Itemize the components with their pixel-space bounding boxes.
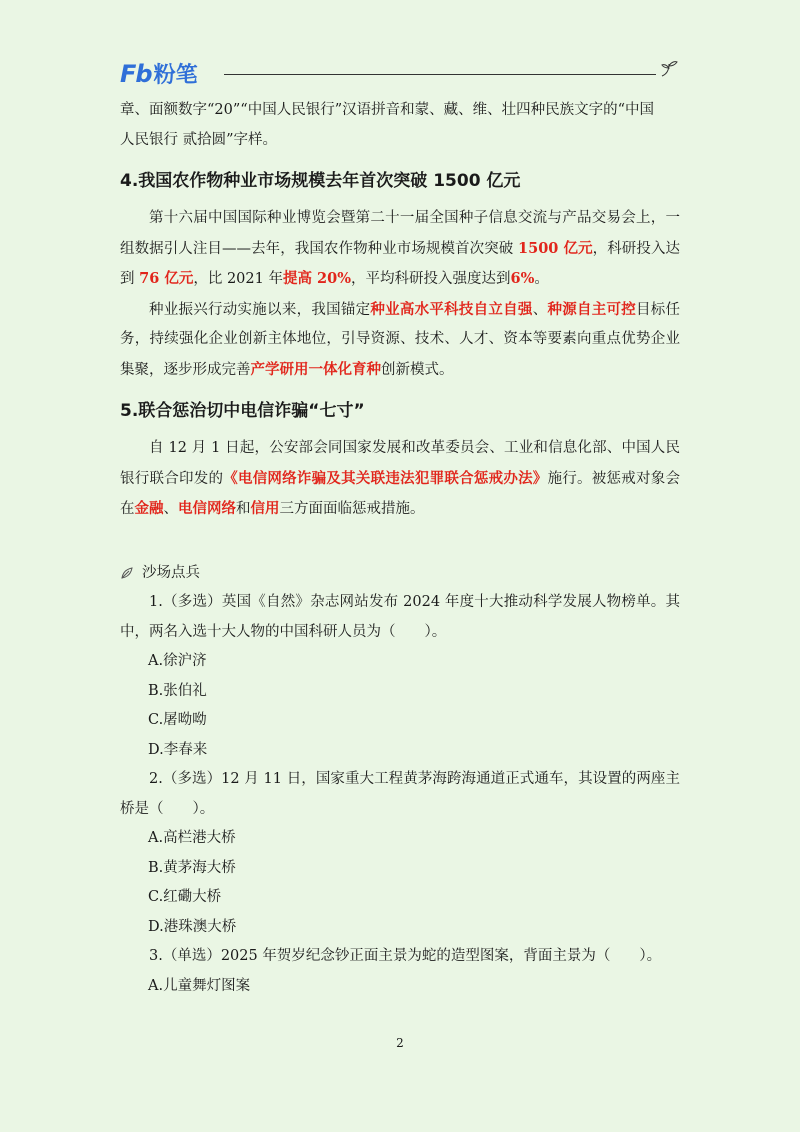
question-1: 1.（多选）英国《自然》杂志网站发布 2024 年度十大推动科学发展人物榜单。其中，两名入选十大人物的中国科研人员为（ ）。 [120,594,680,640]
q2-option-c: C.红磡大桥 [148,889,222,905]
logo-text: 粉笔 [153,63,198,88]
q1-option-c: C.屠呦呦 [148,712,207,728]
document-body [120,96,680,1001]
q2-option-d: D.港珠澳大桥 [148,918,237,935]
intro-line-2: 人民银行 贰拾圆”字样。 [120,131,278,148]
section-4-title: 4.我国农作物种业市场规模去年首次突破 1500 亿元 [120,171,521,191]
q1-option-b: B.张伯礼 [148,682,207,699]
practice-heading-text: 沙场点兵 [142,564,200,581]
question-2: 2.（多选）12 月 11 日，国家重大工程黄茅海跨海通道正式通车，其设置的两座主桥是（ ）。 [120,771,680,817]
sprout-icon [658,58,680,80]
q3-option-a: A.儿童舞灯图案 [148,977,251,994]
section-5-title: 5.联合惩治切中电信诈骗“七寸” [120,401,365,421]
q1-option-d: D.李春来 [148,741,208,758]
section-4-paragraph-2: 种业振兴行动实施以来，我国锚定种业高水平科技自立自强、种源自主可控目标任务，持续强化企业创新主体地位，引导资源、技术、人才、资本等要素向重点优势企业集聚，逐步形成完善产学研用一体化育种创新模式。 [120,300,681,378]
q2-option-b: B.黄茅海大桥 [148,859,236,876]
section-4-paragraph-1: 第十六届中国国际种业博览会暨第二十一届全国种子信息交流与产品交易会上，一组数据引人注目——去年，我国农作物种业市场规模首次突破 1500 亿元，科研投入达到 76 亿元，比 2021 年提高 20%，平均科研投入强度达到6%。 [120,210,681,287]
fenbi-logo [120,58,198,89]
logo-mark: Fb [120,59,152,88]
header-rule [224,74,656,75]
intro-paragraph [120,96,680,155]
page-header [120,58,680,92]
page-number: 2 [396,1036,404,1050]
question-3: 3.（单选）2025 年贺岁纪念钞正面主景为蛇的造型图案，背面主景为（ ）。 [149,948,662,964]
q1-option-a: A.徐沪济 [148,653,207,669]
practice-heading [120,559,680,589]
intro-line-1: 章、面额数字“20”“中国人民银行”汉语拼音和蒙、藏、维、壮四种民族文字的“中国 [120,102,655,118]
leaf-icon [120,566,134,580]
q2-option-a: A.高栏港大桥 [148,830,236,846]
section-5-paragraph: 自 12 月 1 日起，公安部会同国家发展和改革委员会、工业和信息化部、中国人民银行联合印发的《电信网络诈骗及其关联违法犯罪联合惩戒办法》施行。被惩戒对象会在金融、电信网络和信用三方面面临惩戒措施。 [120,440,681,517]
